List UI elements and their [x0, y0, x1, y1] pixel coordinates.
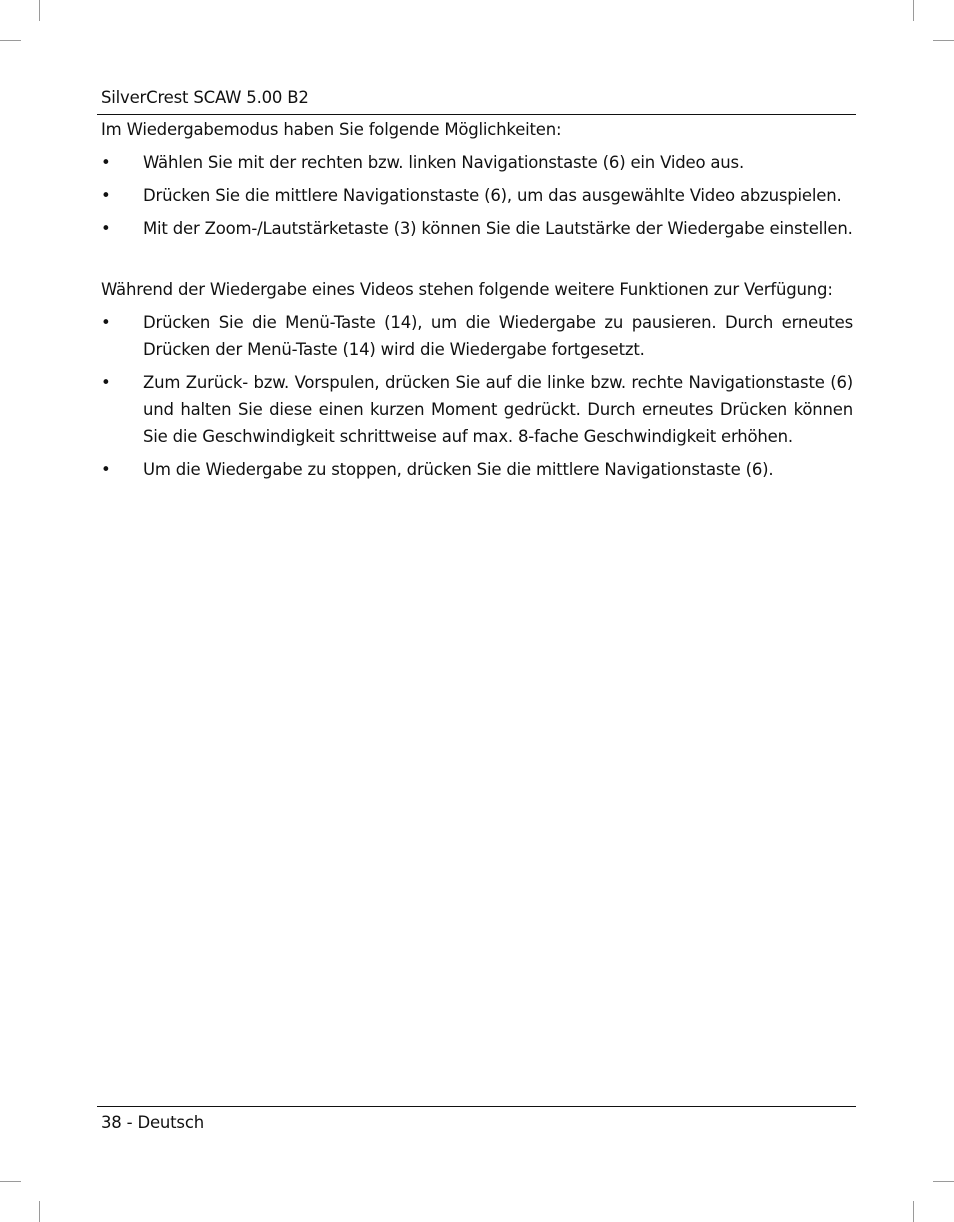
bullet-icon: •: [101, 153, 111, 172]
crop-mark-bottom-right-horizontal: [933, 1181, 954, 1182]
list-item: [101, 456, 853, 483]
crop-mark-top-right-horizontal: [933, 40, 954, 41]
section1-list: [101, 149, 853, 242]
list-item-text: Um die Wiedergabe zu stoppen, drücken Sie die mittlere Navigationstaste (6).: [143, 460, 774, 479]
header-title: SilverCrest SCAW 5.00 B2: [101, 88, 309, 107]
bullet-icon: •: [101, 313, 111, 332]
crop-mark-top-left-horizontal: [0, 40, 21, 41]
list-item: [101, 309, 853, 363]
page-content: [101, 116, 853, 489]
page-number: 38 - Deutsch: [101, 1113, 204, 1132]
list-item: [101, 182, 853, 209]
page-footer: [97, 1106, 856, 1132]
list-item-text: Mit der Zoom-/Lautstärketaste (3) können Sie die Lautstärke der Wiedergabe einstellen.: [143, 219, 853, 238]
crop-mark-bottom-right-vertical: [913, 1201, 914, 1222]
list-item: [101, 215, 853, 242]
crop-mark-top-right-vertical: [913, 0, 914, 21]
list-item-text: Drücken Sie die mittlere Navigationstaste (6), um das ausgewählte Video abzuspielen.: [143, 186, 842, 205]
section2-intro: Während der Wiedergabe eines Videos stehen folgende weitere Funktionen zur Verfügung:: [101, 280, 833, 299]
bullet-icon: •: [101, 373, 111, 392]
bullet-icon: •: [101, 460, 111, 479]
list-item-text: Zum Zurück- bzw. Vorspulen, drücken Sie auf die linke bzw. rechte Navigationstaste (6) und halten Sie diese einen kurzen Moment gedrückt. Durch erneutes Drücken können Sie die Geschwindigkeit schrittweise auf max. 8-fache Geschwindigkeit erhöhen.: [143, 373, 853, 446]
section1-intro: Im Wiedergabemodus haben Sie folgende Möglichkeiten:: [101, 120, 562, 139]
section2-list: [101, 309, 853, 483]
crop-mark-top-left-vertical: [39, 0, 40, 21]
list-item-text: Drücken Sie die Menü-Taste (14), um die Wiedergabe zu pausieren. Durch erneutes Drücken der Menü-Taste (14) wird die Wiedergabe fortgesetzt.: [143, 313, 853, 359]
bullet-icon: •: [101, 186, 111, 205]
page-header: [97, 86, 856, 115]
list-item: [101, 149, 853, 176]
list-item: [101, 369, 853, 450]
bullet-icon: •: [101, 219, 111, 238]
crop-mark-bottom-left-horizontal: [0, 1181, 21, 1182]
crop-mark-bottom-left-vertical: [39, 1201, 40, 1222]
list-item-text: Wählen Sie mit der rechten bzw. linken Navigationstaste (6) ein Video aus.: [143, 153, 744, 172]
